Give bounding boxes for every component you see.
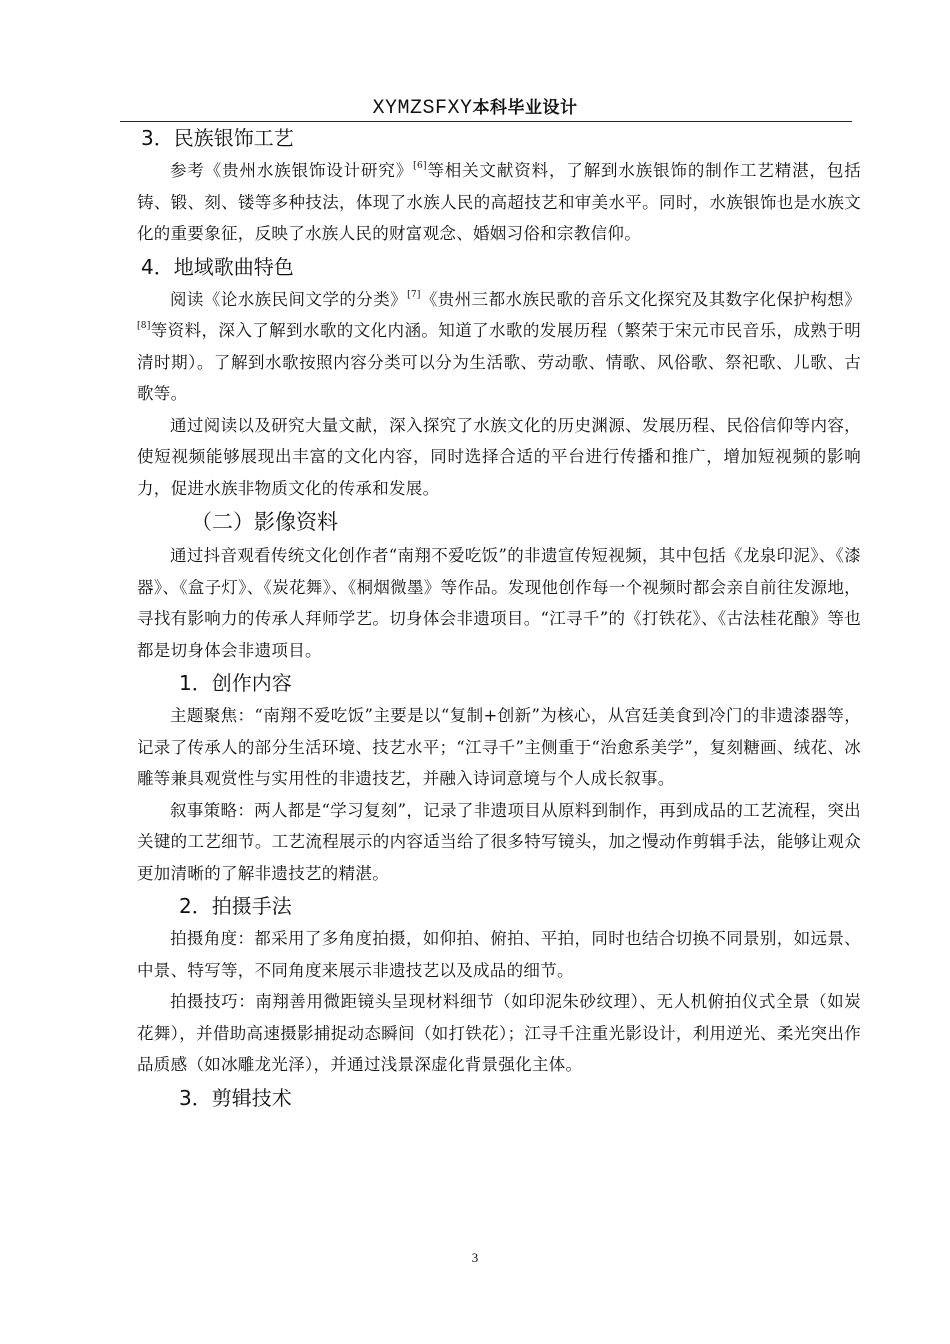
page-header [0, 93, 950, 122]
section-heading: （二）影像资料 [191, 510, 338, 534]
subsection-heading: 4．地域歌曲特色 [141, 254, 294, 279]
paragraph-text: 阅读《论水族民间文学的分类》 [170, 289, 408, 309]
paragraph-text: 《贵州三都水族民歌的音乐文化探究及其数字化保护构想》 [420, 289, 861, 309]
paragraph-text: 通过抖音观看传统文化创作者“南翔不爱吃饭”的非遗宣传短视频，其中包括《龙泉印泥》、《漆器》、《盒子灯》、《炭花舞》、《桐烟微墨》等作品。发现他创作每一个视频时都会亲自前往发源地，寻找有影响力的传承人拜师学艺。切身体会非遗项目。“江寻千”的《打铁花》、《古法桂花酿》等也都是切身体会非遗项目。 [137, 546, 861, 660]
paragraph-text: 参考《贵州水族银饰设计研究》 [170, 161, 414, 180]
paragraph-text: 等资料，深入了解到水歌的文化内涵。知道了水歌的发展历程（繁荣于宋元市民音乐，成熟于明清时期）。了解到水歌按照内容分类可以分为生活歌、劳动歌、情歌、风俗歌、祭祀歌、儿歌、古歌等。 [137, 321, 861, 403]
document-body [137, 121, 861, 1115]
subsection-heading: 2．拍摄手法 [179, 894, 292, 918]
paragraph-text: 叙事策略：两人都是“学习复刻”，记录了非遗项目从原料到制作，再到成品的工艺流程，突出关键的工艺细节。工艺流程展示的内容适当给了很多特写镜头，加之慢动作剪辑手法，能够让观众更加清晰的了解非遗技艺的精湛。 [137, 800, 861, 883]
citation-ref: [7] [407, 289, 421, 300]
paragraph [137, 923, 861, 986]
citation-ref: [6] [413, 161, 427, 171]
paragraph [137, 284, 861, 410]
header-school-code: XYMZSFXY [372, 97, 473, 120]
paragraph-text: 拍摄角度：都采用了多角度拍摄，如仰拍、俯拍、平拍，同时也结合切换不同景别，如远景、中景、特写等，不同角度来展示非遗技艺以及成品的细节。 [137, 929, 861, 980]
page-number: 3 [471, 1250, 479, 1265]
paragraph-text: 通过阅读以及研究大量文献，深入探究了水族文化的历史渊源、发展历程、民俗信仰等内容，使短视频能够展现出丰富的文化内容，同时选择合适的平台进行传播和推广，增加短视频的影响力，促进水族非物质文化的传承和发展。 [137, 415, 861, 498]
header-title: 本科毕业设计 [472, 98, 578, 118]
paragraph [137, 700, 861, 795]
citation-ref: [8] [137, 321, 151, 331]
subsection-heading: 3．民族银饰工艺 [141, 126, 294, 150]
paragraph [137, 986, 861, 1081]
paragraph-text: 主题聚焦：“南翔不爱吃饭”主要是以“复制+创新”为核心，从宫廷美食到冷门的非遗漆器等，记录了传承人的部分生活环境、技艺水平；“江寻千”主侧重于“治愈系美学”，复刻糖画、绒花、冰雕等兼具观赏性与实用性的非遗技艺，并融入诗词意境与个人成长叙事。 [137, 706, 861, 788]
subsection-heading: 3．剪辑技术 [179, 1085, 292, 1110]
paragraph-text: 等相关文献资料，了解到水族银饰的制作工艺精湛，包括铸、锻、刻、镂等多种技法，体现了水族人民的高超技艺和审美水平。同时，水族银饰也是水族文化的重要象征，反映了水族人民的财富观念、婚姻习俗和宗教信仰。 [137, 161, 862, 243]
subsection-heading: 1．创作内容 [179, 671, 292, 695]
paragraph [137, 540, 861, 666]
paragraph-text: 拍摄技巧：南翔善用微距镜头呈现材料细节（如印泥朱砂纹理）、无人机俯拍仪式全景（如炭花舞），并借助高速摄影捕捉动态瞬间（如打铁花）；江寻千注重光影设计，利用逆光、柔光突出作品质感（如冰雕龙光泽），并通过浅景深虚化背景强化主体。 [137, 992, 861, 1074]
paragraph [137, 410, 861, 505]
paragraph [137, 155, 861, 250]
paragraph [137, 795, 861, 890]
